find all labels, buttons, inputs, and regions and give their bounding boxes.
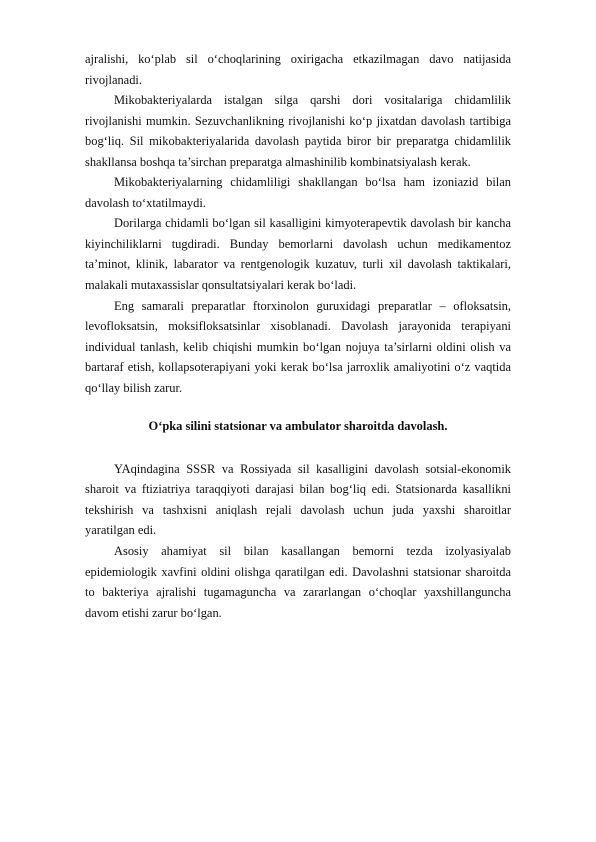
section-heading: O‘pka silini statsionar va ambulator sharoitda davolash. — [148, 419, 448, 434]
paragraph-fluoroquinolones: Eng samarali preparatlar ftorxinolon guruxidagi preparatlar – ofloksatsin, levofloksatsin, moksifloksatsinlar xisoblanadi. Davolash jarayonida terapiyani individual tanlash, kelib chiqishi mumkin bo‘lgan nojuya ta’sirlarni oldini olish va bartaraf etish, kollapsoterapiyani yoki kerak bo‘lsa jarroxlik amaliyotini o‘z vaqtida qo‘llay bilish zarur. — [85, 298, 511, 395]
document-page — [85, 49, 511, 623]
paragraph-drug-resistant-treatment: Dorilarga chidamli bo‘lgan sil kasalligini kimyoterapevtik davolash bir kancha kiyinchiliklarni tugdiradi. Bunday bemorlarni davolash uchun medikamentoz ta’minot, klinik, labarator va rentgenologik kuzatuv, turli xil davolash taktikalari, malakali mutaxassislar qonsultatsiyalari kerak bo‘ladi. — [85, 216, 511, 293]
paragraph-isolation: Asosiy ahamiyat sil bilan kasallangan bemorni tezda izolyasiyalab epidemiologik xavfini oldini olishga qaratilgan edi. Davolashni statsionar sharoitda to bakteriya ajralishi tugamaguncha va zararlangan o‘choqlar yaxshillanguncha davom etishi zarur bo‘lgan. — [85, 544, 511, 620]
paragraph-resistance-development: Mikobakteriyalarda istalgan silga qarshi dori vositalariga chidamlilik rivojlanishi mumkin. Sezuvchanlikning rivojlanishi ko‘p jixatdan davolash tartibiga bog‘liq. Sil mikobakteriyalarida davolash paytida biror bir preparatga chidamlilik shakllansa boshqa ta’sirchan preparatga almashinilib kombinatsiyalash kerak. — [85, 93, 511, 169]
paragraph-ussr-treatment: YAqindagina SSSR va Rossiyada sil kasalligini davolash sotsial-ekonomik sharoit va ftiziatriya taraqqiyoti darajasi bilan bog‘liq edi. Statsionarda kasallikni tekshirish va tashxisni aniqlash rejali davolash uchun juda yaxshi sharoitlar yaratilgan edi. — [85, 461, 511, 538]
paragraph-isoniazid: Mikobakteriyalarning chidamliligi shakllangan bo‘lsa ham izoniazid bilan davolash to‘xtatilmaydi. — [85, 175, 511, 210]
paragraph-continuation: ajralishi, ko‘plab sil o‘choqlarining oxirigacha etkazilmagan davo natijasida rivojlanadi. — [85, 52, 511, 87]
